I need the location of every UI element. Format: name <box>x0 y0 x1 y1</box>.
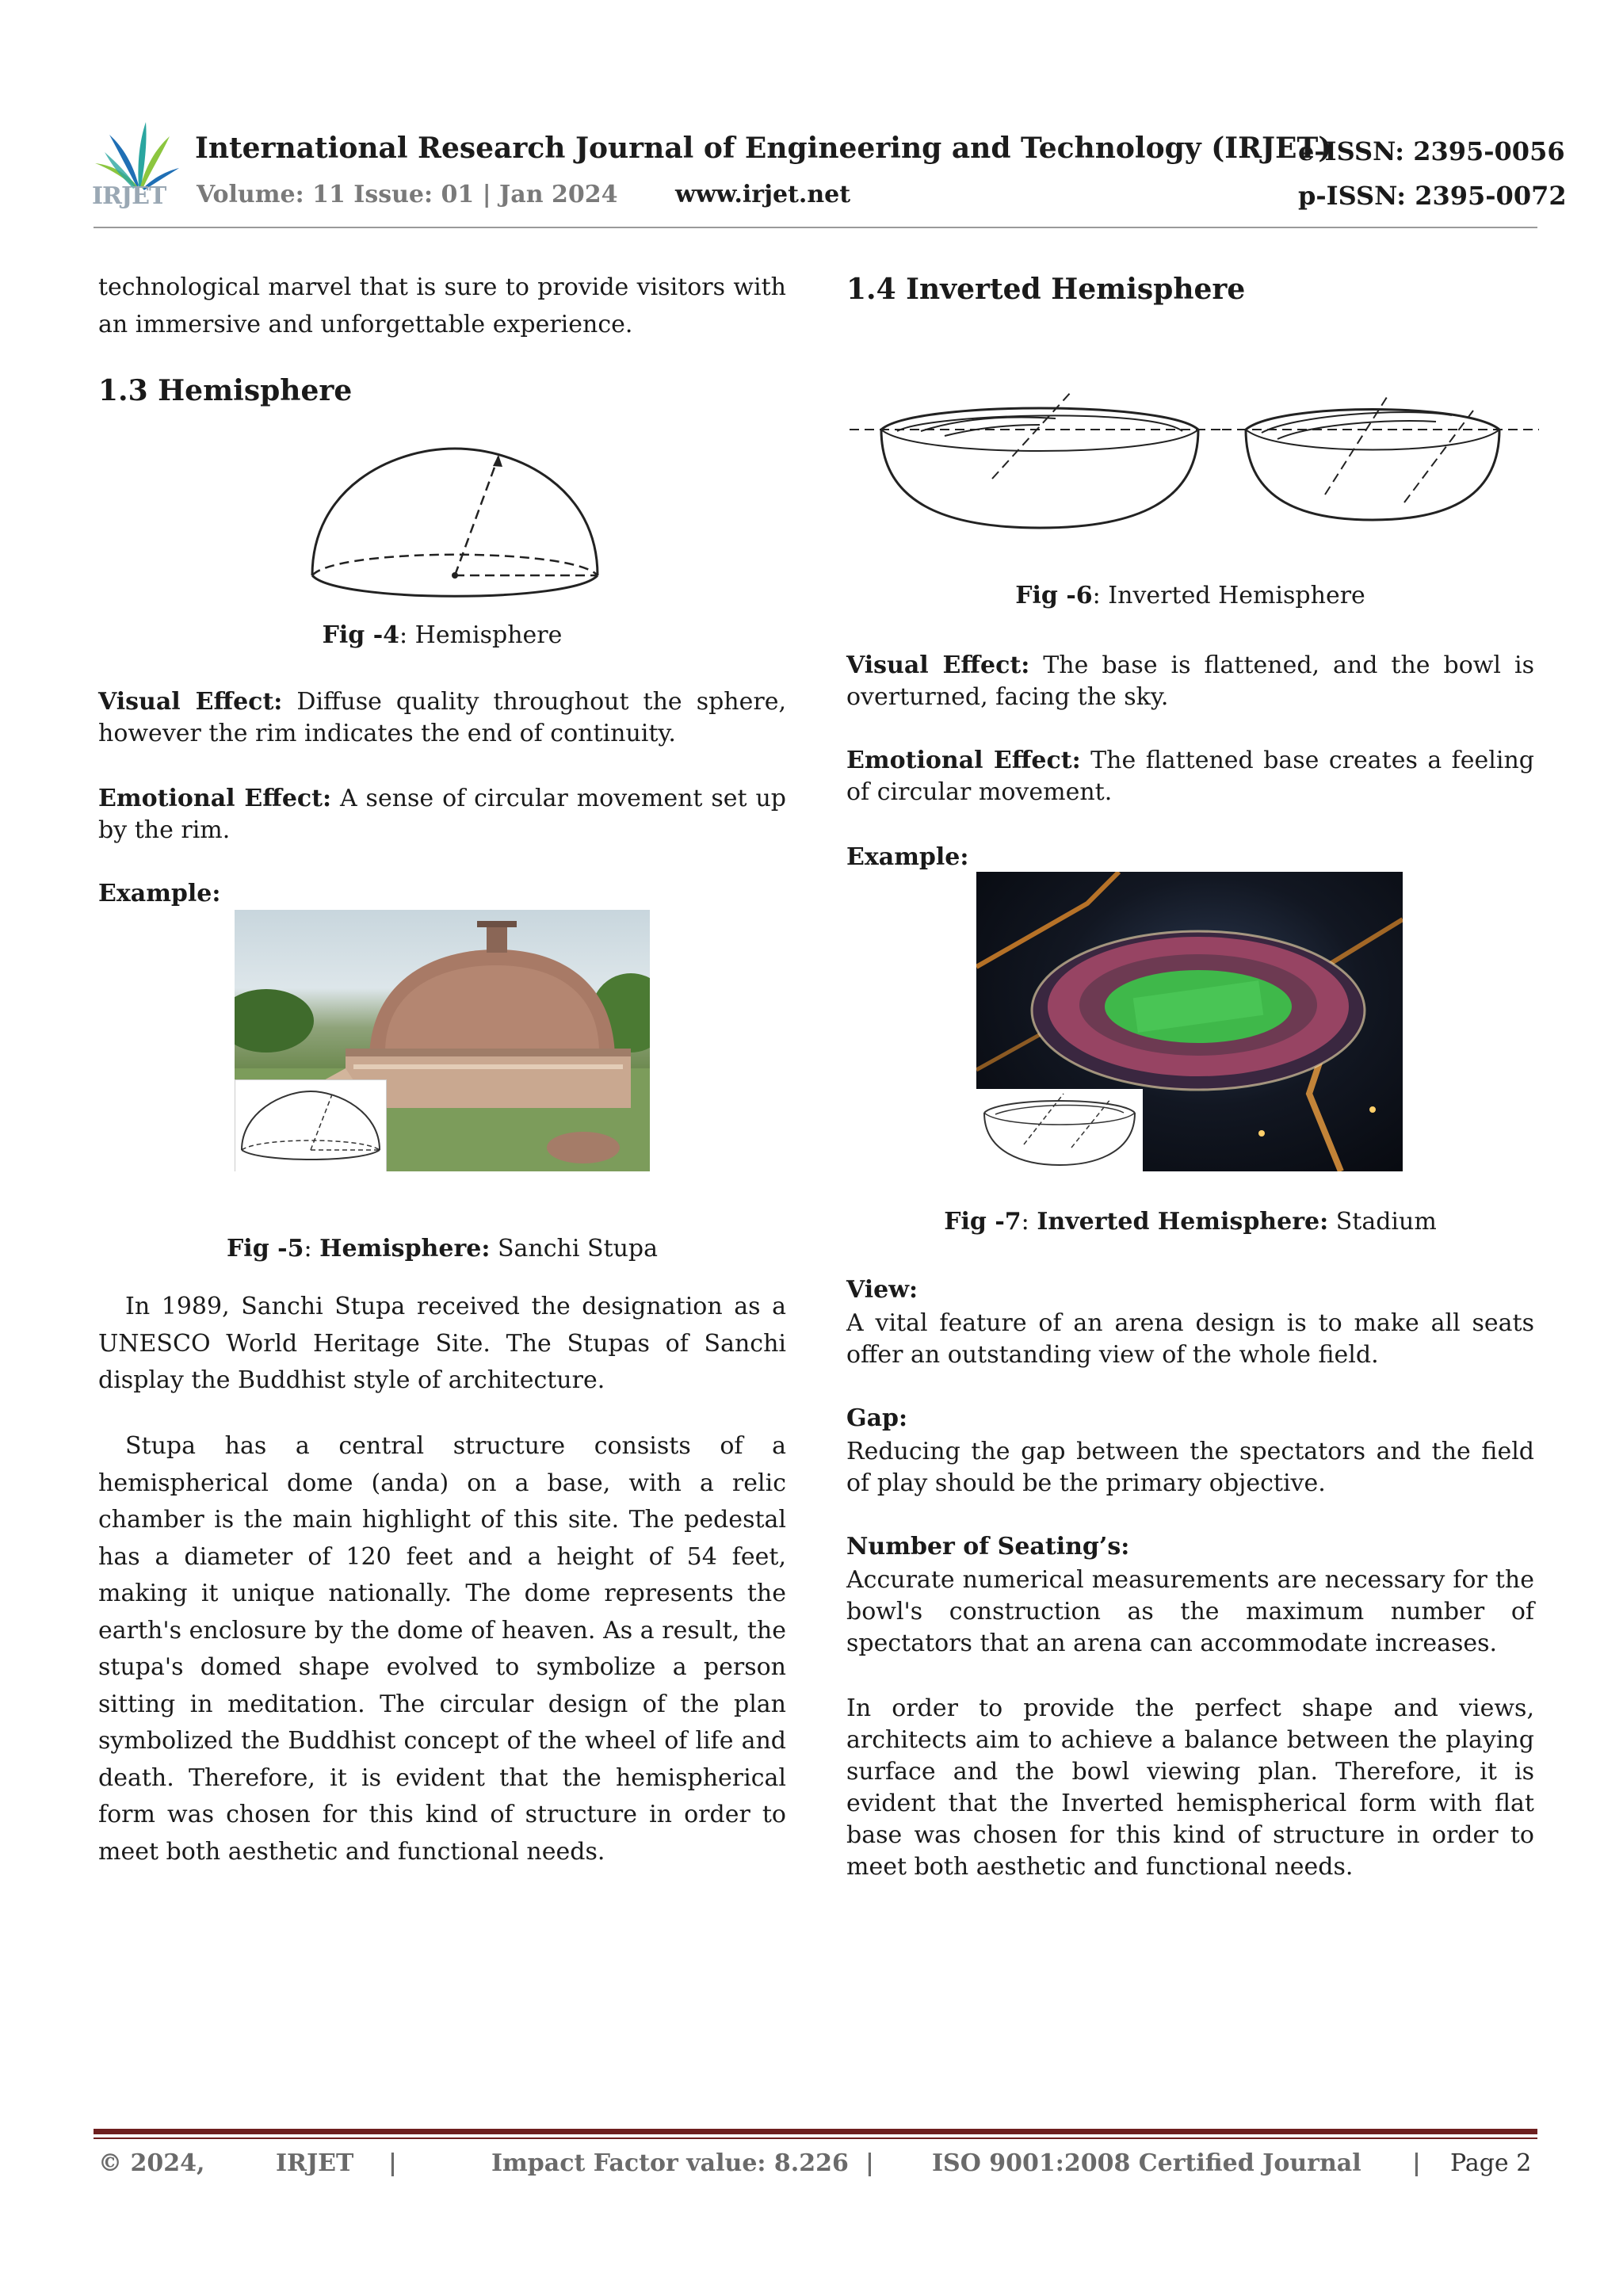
e-issn: e-ISSN: 2395-0056 <box>1298 136 1565 166</box>
section-title-hemisphere: 1.3 Hemisphere <box>98 374 353 407</box>
fig5-sep: : <box>304 1235 320 1263</box>
intro-paragraph: technological marvel that is sure to provide visitors with an immersive and unforgettable experience. <box>98 273 786 338</box>
fig7-sep: : <box>1021 1208 1037 1236</box>
inset-hemisphere-icon <box>235 1080 386 1171</box>
gap-text: Reducing the gap between the spectators and the field of play should be the primary objective. <box>846 1438 1534 1497</box>
header-divider <box>94 227 1537 228</box>
inset-bowl-sketch <box>976 1089 1143 1171</box>
footer-separator-2: | <box>865 2149 874 2177</box>
fig7-text: Stadium <box>1328 1208 1437 1236</box>
sanchi-stupa-photo <box>235 910 650 1171</box>
sanchi-paragraph-2: Stupa has a central structure consists of a hemispherical dome (anda) on a base, with a relic chamber is the main highlight of this site. The pedestal has a diameter of 120 feet and a height of 54 feet, making it unique nationally. The dome represents the earth's enclosure by the dome of heaven. As a result, the stupa's domed shape evolved to symbolize a person sitting in meditation. The circular design of the plan symbolized the Buddhist concept of the wheel of life and death. Therefore, it is evident that the hemispherical form was chosen for this kind of structure in order to meet both aesthetic and functional needs. <box>98 1432 786 1866</box>
footer-iso: ISO 9001:2008 Certified Journal <box>932 2149 1361 2177</box>
fig7-bold: Inverted Hemisphere: <box>1037 1208 1329 1236</box>
journal-website[interactable]: www.irjet.net <box>675 181 851 208</box>
visual-effect-label-right: Visual Effect: <box>846 651 1030 679</box>
visual-effect-text: Diffuse quality throughout the sphere, however the rim indicates the end of continuity. <box>98 688 787 747</box>
footer-separator-1: | <box>388 2149 397 2177</box>
inset-bowl-icon <box>976 1089 1143 1171</box>
inverted-hemisphere-diagram <box>850 384 1539 542</box>
emotional-effect-inverted <box>846 745 1534 808</box>
footer-copyright: © 2024, <box>98 2149 205 2177</box>
visual-effect-label: Visual Effect: <box>98 688 283 716</box>
footer-page-number: Page 2 <box>1450 2149 1532 2177</box>
fig5-text: Sanchi Stupa <box>490 1235 658 1263</box>
p-issn: p-ISSN: 2395-0072 <box>1298 181 1567 211</box>
fig5-caption <box>98 1235 786 1263</box>
visual-effect-hemisphere <box>98 686 786 750</box>
emotional-effect-hemisphere <box>98 783 786 846</box>
fig7-caption <box>846 1208 1534 1236</box>
seating-text: Accurate numerical measurements are necessary for the bowl's construction as the maximum number of spectators that an arena can accommodate increases. <box>846 1566 1534 1657</box>
fig5-bold: Hemisphere: <box>319 1235 491 1263</box>
volume-issue: Volume: 11 Issue: 01 | Jan 2024 <box>197 181 618 208</box>
fig6-text: : Inverted Hemisphere <box>1092 582 1365 609</box>
fig6-label: Fig -6 <box>1015 582 1093 609</box>
journal-title: International Research Journal of Engineering and Technology (IRJET) <box>195 132 1332 165</box>
logo-text: IRJET <box>92 182 166 210</box>
footer-separator-3: | <box>1412 2149 1421 2177</box>
irjet-logo <box>94 117 181 212</box>
fig6-caption <box>846 582 1534 609</box>
stadium-photo <box>976 872 1403 1171</box>
visual-effect-text-right: The base is flattened, and the bowl is overturned, facing the sky. <box>846 651 1534 711</box>
emotional-effect-label: Emotional Effect: <box>98 785 332 812</box>
gap-label: Gap: <box>846 1404 908 1432</box>
section-title-inverted-hemisphere: 1.4 Inverted Hemisphere <box>846 273 1246 306</box>
inset-hemisphere-sketch <box>235 1079 387 1171</box>
seating-label: Number of Seating’s: <box>846 1533 1130 1561</box>
footer-irjet: IRJET <box>276 2149 354 2177</box>
fig4-text: : Hemisphere <box>399 621 563 649</box>
conclusion-paragraph: In order to provide the perfect shape and views, architects aim to achieve a balance between the playing surface and the bowl viewing plan. Therefore, it is evident that the Inverted hemispherical form with flat base was chosen for this kind of structure in order to meet both aesthetic and functional needs. <box>846 1694 1534 1881</box>
emotional-effect-label-right: Emotional Effect: <box>846 747 1081 774</box>
view-text: A vital feature of an arena design is to make all seats offer an outstanding view of the whole field. <box>846 1309 1534 1369</box>
fig5-label: Fig -5 <box>227 1235 304 1263</box>
example-label-left: Example: <box>98 880 221 907</box>
footer-rule-thick <box>94 2129 1537 2134</box>
footer-rule-thin <box>94 2137 1537 2139</box>
fig4-caption <box>98 621 786 649</box>
hemisphere-diagram <box>304 441 605 617</box>
emotional-effect-text: A sense of circular movement set up by the rim. <box>98 785 787 844</box>
fig7-label: Fig -7 <box>944 1208 1022 1236</box>
emotional-effect-text-right: The flattened base creates a feeling of circular movement. <box>846 747 1535 806</box>
visual-effect-inverted <box>846 650 1534 713</box>
sanchi-paragraph-1: In 1989, Sanchi Stupa received the designation as a UNESCO World Heritage Site. The Stupas of Sanchi display the Buddhist style of architecture. <box>98 1293 786 1394</box>
example-label-right: Example: <box>846 843 969 871</box>
view-label: View: <box>846 1276 918 1304</box>
footer-impact-factor: Impact Factor value: 8.226 <box>491 2149 849 2177</box>
fig4-label: Fig -4 <box>322 621 400 649</box>
